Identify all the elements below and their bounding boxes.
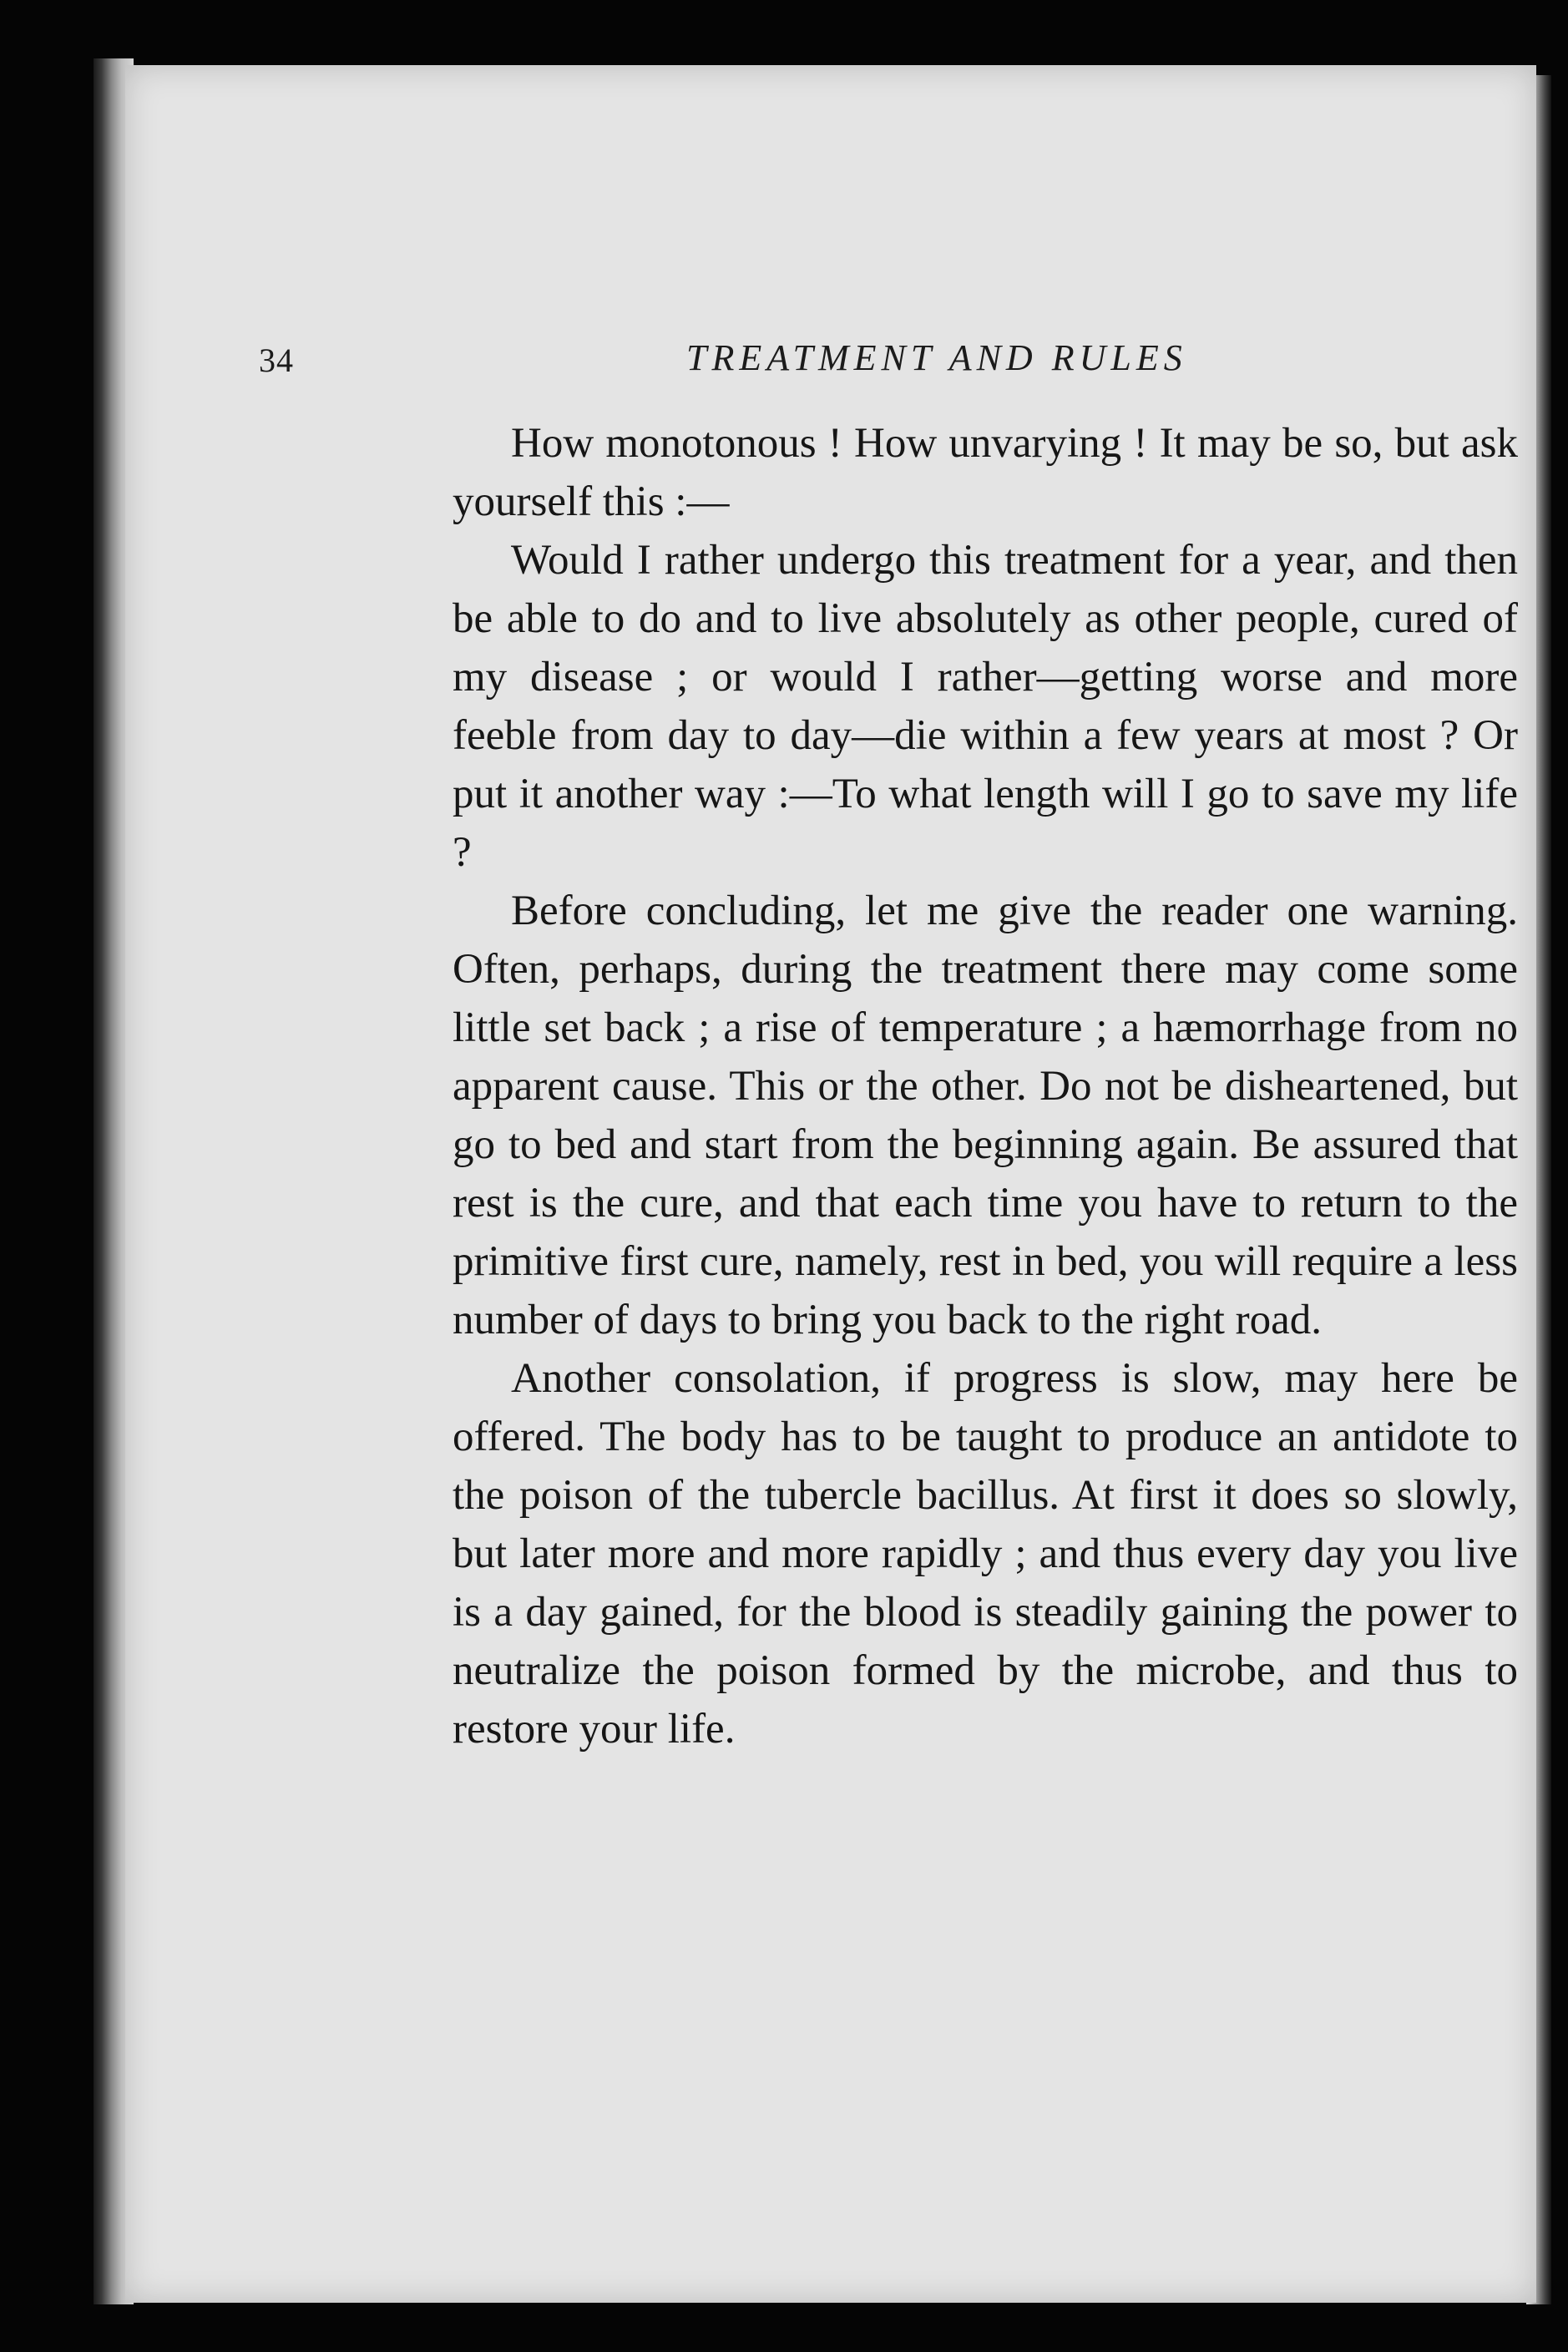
paragraph: Another consolation, if progress is slow, may here be offered. The body has to be taught to produce an antidote to the poison of the tubercle bacillus. At first it does so slowly, but later more and more rapidly ; and thus every day you live is a day gained, for the blood is steadily gaining the power to neutralize the poison formed by the microbe, and thus to restore your life. (453, 1355, 1518, 1753)
running-head-title: TREATMENT AND RULES (686, 337, 1187, 378)
book-page (125, 65, 1536, 2303)
paragraph: Would I rather undergo this treatment for a year, and then be able to do and to live absolutely as other people, cured of my disease ; or would I rather—getting worse and more feeble from day to day—die within a few years at most ? Or put it another way :—To what length will I go to save my life ? (453, 537, 1518, 876)
body-text (453, 414, 1518, 1758)
paragraph: How monotonous ! How unvarying ! It may be so, but ask yourself this :— (453, 420, 1518, 525)
paragraph: Before concluding, let me give the reader one warning. Often, perhaps, during the treatment there may come some little set back ; a rise of temperature ; a hæmorrhage from no apparent cause. This or the other. Do not be disheartened, but go to bed and start from the beginning again. Be assured that rest is the cure, and that each time you have to return to the primitive first cure, namely, rest in bed, you will require a less number of days to bring you back to the right road. (453, 888, 1518, 1343)
page-number: 34 (259, 341, 294, 379)
